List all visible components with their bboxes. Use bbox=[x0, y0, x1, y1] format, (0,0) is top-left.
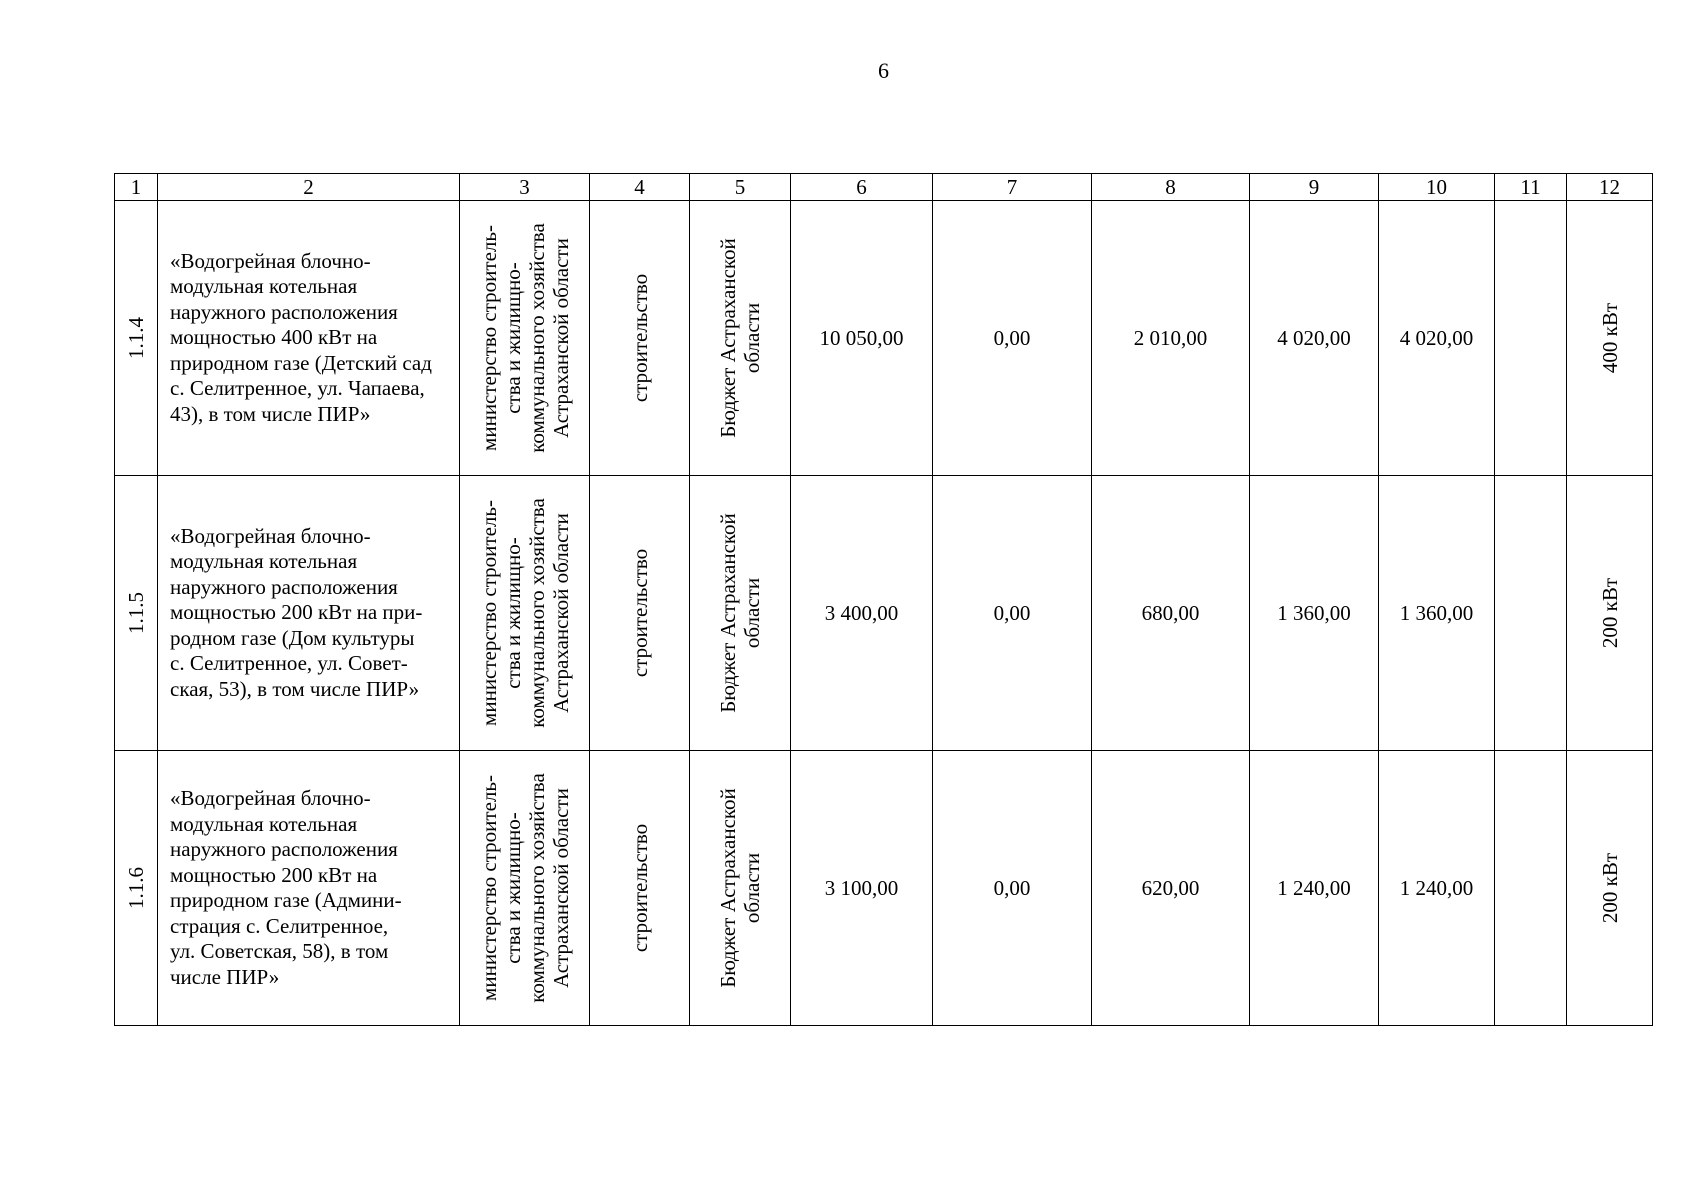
description-line: модульная котельная bbox=[170, 811, 358, 836]
item-number: 1.1.4 bbox=[124, 317, 148, 359]
column-header: 8 bbox=[1092, 174, 1250, 201]
executor-line: ства и жилищно- bbox=[500, 537, 525, 689]
description-line: «Водогрейная блочно- bbox=[170, 523, 371, 548]
executor-cell bbox=[460, 751, 590, 1026]
value-cell: 3 400,00 bbox=[791, 476, 933, 751]
value-cell: 1 360,00 bbox=[1379, 476, 1495, 751]
funding-source-line: области bbox=[740, 852, 764, 924]
description-line: 43), в том числе ПИР» bbox=[170, 401, 371, 426]
column-header: 2 bbox=[158, 174, 460, 201]
work-type: строительство bbox=[627, 273, 652, 403]
description-line: числе ПИР» bbox=[170, 964, 280, 989]
description-line: наружного расположения bbox=[170, 837, 398, 861]
executor-line: Астраханской области bbox=[548, 238, 573, 438]
description-line: модульная котельная bbox=[170, 549, 358, 574]
value-cell: 3 100,00 bbox=[791, 751, 933, 1026]
funding-source-cell bbox=[690, 751, 791, 1026]
work-type-cell bbox=[590, 201, 690, 476]
value-cell bbox=[1495, 751, 1567, 1026]
table-row bbox=[115, 201, 1653, 476]
work-type: строительство bbox=[627, 548, 652, 678]
value-cell: 10 050,00 bbox=[791, 201, 933, 476]
table-row bbox=[115, 476, 1653, 751]
executor-line: ства и жилищно- bbox=[500, 812, 525, 964]
capacity-value: 200 кВт bbox=[1597, 852, 1622, 924]
column-header: 7 bbox=[933, 174, 1092, 201]
value-cell: 1 240,00 bbox=[1250, 751, 1379, 1026]
value-cell: 2 010,00 bbox=[1092, 201, 1250, 476]
page-number: 6 bbox=[878, 58, 889, 83]
funding-source-line: области bbox=[740, 577, 764, 649]
column-header: 11 bbox=[1495, 174, 1567, 201]
description-line: мощностью 200 кВт на при- bbox=[170, 600, 423, 625]
value-cell bbox=[1495, 201, 1567, 476]
column-header: 1 bbox=[115, 174, 158, 201]
executor-line: коммунального хозяйства bbox=[524, 498, 549, 728]
executor-line: коммунального хозяйства bbox=[524, 773, 549, 1003]
description-line: с. Селитренное, ул. Совет- bbox=[170, 651, 408, 676]
executor-line: Астраханской области bbox=[548, 513, 573, 713]
item-number-cell bbox=[115, 751, 158, 1026]
description-line: «Водогрейная блочно- bbox=[170, 786, 371, 810]
description-cell bbox=[158, 751, 460, 1026]
executor-line: министерство строитель- bbox=[476, 775, 501, 1001]
header-row bbox=[115, 174, 1653, 201]
description-line: «Водогрейная блочно- bbox=[170, 248, 371, 273]
funding-source-line: области bbox=[740, 302, 764, 374]
capacity-cell bbox=[1567, 201, 1653, 476]
funding-source-line: Бюджет Астраханской bbox=[716, 238, 740, 438]
description-line: ул. Советская, 58), в том bbox=[170, 939, 389, 963]
item-number: 1.1.5 bbox=[124, 592, 148, 634]
description-line: модульная котельная bbox=[170, 274, 358, 299]
value-cell: 0,00 bbox=[933, 476, 1092, 751]
description-line: родном газе (Дом культуры bbox=[170, 625, 415, 650]
funding-source-cell bbox=[690, 476, 791, 751]
value-cell: 4 020,00 bbox=[1379, 201, 1495, 476]
description-cell bbox=[158, 201, 460, 476]
column-header: 3 bbox=[460, 174, 590, 201]
executor-line: ства и жилищно- bbox=[500, 262, 525, 414]
item-number: 1.1.6 bbox=[124, 867, 148, 909]
description-line: наружного расположения bbox=[170, 574, 398, 599]
executor-line: министерство строитель- bbox=[476, 500, 501, 726]
item-number-cell bbox=[115, 476, 158, 751]
description-line: ская, 53), в том числе ПИР» bbox=[170, 676, 420, 701]
description-line: с. Селитренное, ул. Чапаева, bbox=[170, 376, 425, 401]
column-header: 10 bbox=[1379, 174, 1495, 201]
executor-line: министерство строитель- bbox=[476, 225, 501, 451]
executor-line: Астраханской области bbox=[548, 788, 573, 988]
capacity-cell bbox=[1567, 476, 1653, 751]
description-line: страция с. Селитренное, bbox=[170, 913, 389, 938]
description-line: наружного расположения bbox=[170, 299, 398, 324]
value-cell: 1 240,00 bbox=[1379, 751, 1495, 1026]
funding-source-line: Бюджет Астраханской bbox=[716, 513, 740, 713]
value-cell bbox=[1495, 476, 1567, 751]
column-header: 12 bbox=[1567, 174, 1653, 201]
funding-source-line: Бюджет Астраханской bbox=[716, 788, 740, 988]
value-cell: 0,00 bbox=[933, 751, 1092, 1026]
description-line: мощностью 400 кВт на bbox=[170, 325, 378, 350]
value-cell: 620,00 bbox=[1092, 751, 1250, 1026]
executor-cell bbox=[460, 476, 590, 751]
capacity-value: 400 кВт bbox=[1597, 302, 1622, 374]
capacity-cell bbox=[1567, 751, 1653, 1026]
column-header: 4 bbox=[590, 174, 690, 201]
description-line: природном газе (Админи- bbox=[170, 888, 402, 912]
description-line: природном газе (Детский сад bbox=[170, 350, 432, 375]
column-header: 9 bbox=[1250, 174, 1379, 201]
work-type-cell bbox=[590, 751, 690, 1026]
executor-cell bbox=[460, 201, 590, 476]
description-line: мощностью 200 кВт на bbox=[170, 862, 378, 887]
column-header: 6 bbox=[791, 174, 933, 201]
description-cell bbox=[158, 476, 460, 751]
value-cell: 1 360,00 bbox=[1250, 476, 1379, 751]
work-type: строительство bbox=[627, 823, 652, 953]
capacity-value: 200 кВт bbox=[1597, 577, 1622, 649]
program-table bbox=[114, 173, 1653, 1026]
column-header: 5 bbox=[690, 174, 791, 201]
value-cell: 680,00 bbox=[1092, 476, 1250, 751]
funding-source-cell bbox=[690, 201, 791, 476]
value-cell: 4 020,00 bbox=[1250, 201, 1379, 476]
table-row bbox=[115, 751, 1653, 1026]
executor-line: коммунального хозяйства bbox=[524, 223, 549, 453]
item-number-cell bbox=[115, 201, 158, 476]
work-type-cell bbox=[590, 476, 690, 751]
value-cell: 0,00 bbox=[933, 201, 1092, 476]
